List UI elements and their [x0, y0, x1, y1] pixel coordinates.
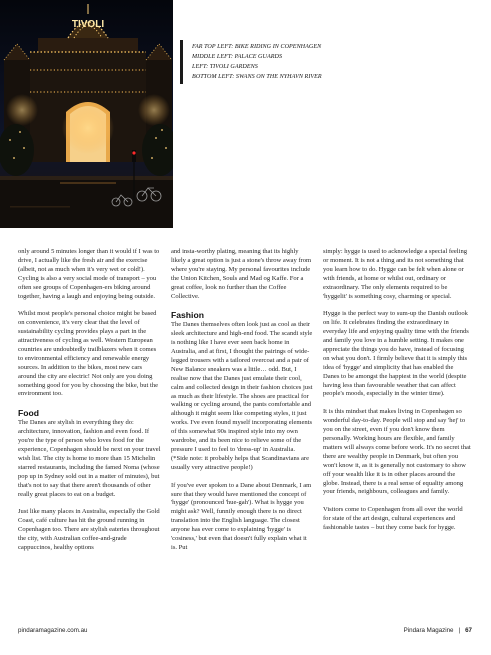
footer-magazine-name: Pindara Magazine: [403, 627, 454, 634]
section-heading-fashion: Fashion: [171, 310, 204, 321]
article-column-3: [323, 248, 471, 533]
body-paragraph: The Danes themselves often look just as cool as their sleek architecture and high-end food. The scandi style is nothing like I have ever seen back home in Australia, and at first, I thought the pairings of wide-legged trousers with a tailored overcoat and a pair of New Balance sneakers was a little… odd. But, I realise now that the Danes just emulate their cool, calm and collected design in their fashion choices just as much as their lifestyle. The shoes are practical for walking or cycling around, the pants comfortable and although it might seem like competing styles, it just works. I've even found myself incorporating elements of this somewhat 90s inspired style into my own wardrobe, and its been nice to relieve some of the pressure I used to feel to 'dress-up' in Australia.: [171, 321, 313, 454]
body-paragraph: The Danes are stylish in everything they do: architecture, innovation, fashion and even food. If you're the type of person who loves food for the experience, Copenhagen should be next on your travel wish list. The city is home to more than 15 Michelin starred restaurants, including the famed Noma (whose pop up in Sydney sold out in a matter of minutes), but that's not to say that there aren't thousands of other really great places to eat on a budget.: [18, 419, 161, 498]
section-heading-food: Food: [18, 408, 39, 419]
tivoli-photo: [0, 0, 173, 228]
article-column-2: [171, 248, 314, 553]
body-paragraph: Whilst most people's personal choice might be based on convenience, it's very clear that the level of sustainability cycling provides plays a part in the attractiveness of cycling as well. Western European countries are undoubtedly trailblazers when it comes to environmental efficiency and renewable energy sources. In addition to the bikes, most new cars around the city are electric! Not only are you doing something good for you by choosing the bike, but the environment too.: [18, 310, 159, 398]
caption-middle-left: MIDDLE LEFT: PALACE GUARDS: [192, 54, 283, 60]
body-paragraph: (*Side note: it probably helps that Scandinavians are usually very attractive people!): [171, 454, 309, 471]
body-paragraph: Visitors come to Copenhagen from all over the world for state of the art design, cultural experiences and fashionable tastes – but they come back for hygge.: [323, 506, 463, 532]
body-paragraph: only around 5 minutes longer than it would if I was to drive, I actually like the fresh air and the exercise (albeit, not as much when it's very wet or cold!). Cycling is also a very social mode of transport – you often see groups of Copenhagen-ers biking around together, having a laugh and enjoying being outside.: [18, 248, 160, 300]
photo-captions: [180, 40, 370, 84]
page-number: 67: [465, 627, 472, 634]
body-paragraph: If you've ever spoken to a Dane about Denmark, I am sure that they would have mentioned the concept of 'hygge' (pronounced 'hue-gah'). What is hygge you might ask? Well, funnily enough there is no direct translation into the English language. The closest anyone has ever come to explaining 'hygge' is 'cosiness,' but even that doesn't fully explain what it is. Put: [171, 481, 312, 551]
footer-folio: [404, 627, 472, 634]
footer-website-url: pindaramagazine.com.au: [18, 627, 88, 634]
article-column-1: [18, 248, 161, 553]
footer-separator: |: [458, 627, 461, 634]
tivoli-night-scene: [0, 0, 173, 228]
tivoli-sign: TIVOLI: [71, 19, 105, 30]
body-paragraph: Hygge is the perfect way to sum-up the Danish outlook on life. It celebrates finding the extraordinary in everyday life and enjoying quality time with the friends and family you love in a humble setting. It makes one appreciate the things you do have, instead of focusing on what you don't. I firmly believe that it is simply this idea of 'hygge' and simplicity that has enabled the Danes to be amongst the happiest in the world (despite having less than favourable weather that can affect people's moods, especially in the winter time).: [323, 310, 469, 398]
page-footer: [18, 627, 472, 637]
caption-left: LEFT: TIVOLI GARDENS: [192, 64, 258, 70]
caption-bottom-left: BOTTOM LEFT: SWANS ON THE NYHAVN RIVER: [192, 74, 322, 80]
caption-far-top-left: FAR TOP LEFT: BIKE RIDING IN COPENHAGEN: [192, 44, 322, 50]
body-paragraph: Just like many places in Australia, especially the Gold Coast, café culture has hit the ground running in Copenhagen too. There are stylish eateries throughout the city, with Australian coffee-and-grade cappuccinos, healthy options: [18, 508, 160, 551]
body-paragraph: It is this mindset that makes living in Copenhagen so wonderful day-to-day. People will stop and say 'hej' to you on the street, even if you don't know them personally. Working hours are flexible, and family matters will always come before work. It's no secret that there are wealthy people in Denmark, but often you won't know it, as it is generally not customary to show off your wealth like it is in other places around the globe. Instead, there is a real sense of equality among your friends, neighbours, colleagues and family.: [323, 408, 471, 496]
body-paragraph: simply: hygge is used to acknowledge a special feeling or moment. It is not a thing and its not something that you learn how to do. Hygge can be felt when alone or with friends, at home or whilst out, ordinary or extraordinary. The only elements required to be 'hyggelit' is something cosy, charming or special.: [323, 248, 467, 300]
body-paragraph: and insta-worthy plating, meaning that its highly likely a great option is just a stone's throw away from where you're staying. My personal favourites include the Union Kitchen, Souls and Mad og Kaffe. For a great coffee, look no further than the Coffee Collective.: [171, 248, 312, 300]
